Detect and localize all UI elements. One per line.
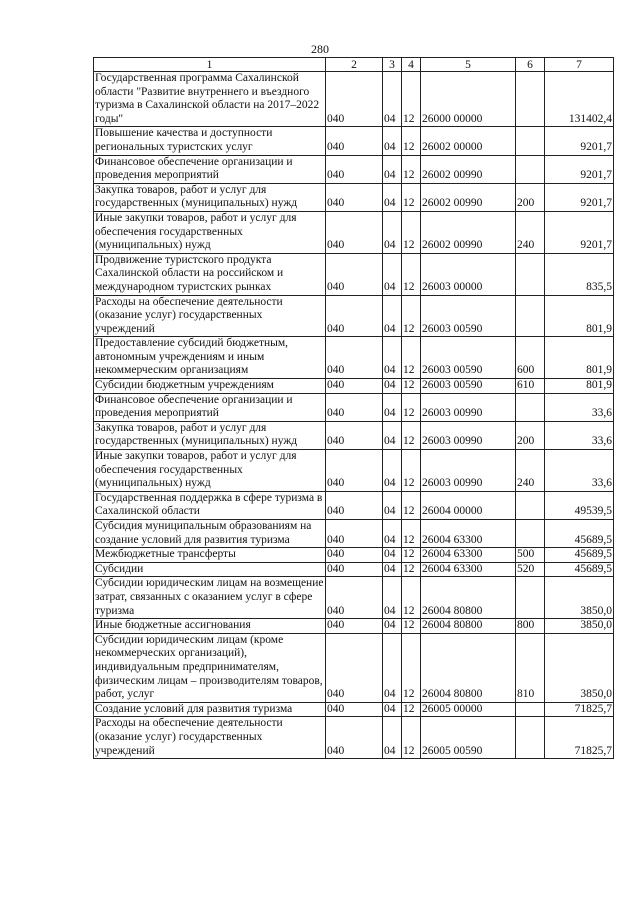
row-amount: 801,9 <box>545 379 614 394</box>
row-code: 040 <box>326 127 383 155</box>
row-code: 040 <box>326 548 383 563</box>
row-type: 600 <box>516 337 545 379</box>
table-row <box>94 577 614 619</box>
row-subsection: 12 <box>402 619 421 634</box>
row-subsection: 12 <box>402 562 421 577</box>
row-name: Финансовое обеспечение организации и проведения мероприятий <box>94 155 326 183</box>
row-section: 04 <box>383 450 402 492</box>
row-name: Расходы на обеспечение деятельности (оказание услуг) государственных учреждений <box>94 295 326 337</box>
row-subsection: 12 <box>402 295 421 337</box>
row-article: 26004 00000 <box>421 491 516 519</box>
row-name: Создание условий для развития туризма <box>94 702 326 717</box>
row-name: Иные закупки товаров, работ и услуг для обеспечения государственных (муниципальных) нужд <box>94 211 326 253</box>
column-header: 1 <box>94 58 326 72</box>
row-type <box>516 393 545 421</box>
row-article: 26005 00000 <box>421 702 516 717</box>
table-row <box>94 337 614 379</box>
row-article: 26004 63300 <box>421 562 516 577</box>
row-subsection: 12 <box>402 393 421 421</box>
row-subsection: 12 <box>402 155 421 183</box>
row-article: 26005 00590 <box>421 717 516 759</box>
row-section: 04 <box>383 183 402 211</box>
row-article: 26003 00590 <box>421 337 516 379</box>
row-section: 04 <box>383 155 402 183</box>
row-subsection: 12 <box>402 633 421 702</box>
row-amount: 9201,7 <box>545 183 614 211</box>
row-subsection: 12 <box>402 577 421 619</box>
table-row <box>94 393 614 421</box>
row-article: 26004 80800 <box>421 633 516 702</box>
row-amount: 45689,5 <box>545 520 614 548</box>
row-article: 26004 63300 <box>421 520 516 548</box>
column-header: 7 <box>545 58 614 72</box>
row-subsection: 12 <box>402 379 421 394</box>
row-article: 26003 00590 <box>421 295 516 337</box>
row-amount: 49539,5 <box>545 491 614 519</box>
table-row <box>94 717 614 759</box>
row-code: 040 <box>326 577 383 619</box>
row-amount: 33,6 <box>545 393 614 421</box>
row-type: 810 <box>516 633 545 702</box>
row-type <box>516 717 545 759</box>
row-article: 26000 00000 <box>421 72 516 127</box>
row-code: 040 <box>326 295 383 337</box>
row-type: 200 <box>516 421 545 449</box>
row-section: 04 <box>383 379 402 394</box>
row-section: 04 <box>383 633 402 702</box>
row-section: 04 <box>383 619 402 634</box>
row-name: Субсидии юридическим лицам (кроме некоммерческих организаций), индивидуальным предпринимателям, физическим лицам – производителям товаров, работ, услуг <box>94 633 326 702</box>
row-subsection: 12 <box>402 548 421 563</box>
row-code: 040 <box>326 337 383 379</box>
table-row <box>94 450 614 492</box>
row-type <box>516 72 545 127</box>
row-code: 040 <box>326 619 383 634</box>
column-header: 6 <box>516 58 545 72</box>
row-type: 800 <box>516 619 545 634</box>
row-section: 04 <box>383 717 402 759</box>
row-amount: 3850,0 <box>545 633 614 702</box>
row-amount: 9201,7 <box>545 211 614 253</box>
row-type <box>516 253 545 295</box>
row-code: 040 <box>326 702 383 717</box>
row-type <box>516 491 545 519</box>
row-section: 04 <box>383 562 402 577</box>
table-row <box>94 562 614 577</box>
row-amount: 45689,5 <box>545 562 614 577</box>
row-subsection: 12 <box>402 72 421 127</box>
row-article: 26004 80800 <box>421 577 516 619</box>
row-name: Государственная программа Сахалинской области "Развитие внутреннего и въездного туризма в Сахалинской области на 2017–2022 годы" <box>94 72 326 127</box>
column-header: 2 <box>326 58 383 72</box>
row-section: 04 <box>383 520 402 548</box>
row-subsection: 12 <box>402 421 421 449</box>
row-type: 610 <box>516 379 545 394</box>
row-article: 26004 63300 <box>421 548 516 563</box>
row-article: 26003 00990 <box>421 393 516 421</box>
column-header: 3 <box>383 58 402 72</box>
table-row <box>94 183 614 211</box>
row-code: 040 <box>326 520 383 548</box>
row-subsection: 12 <box>402 253 421 295</box>
row-section: 04 <box>383 253 402 295</box>
table-row <box>94 295 614 337</box>
row-section: 04 <box>383 421 402 449</box>
row-type <box>516 295 545 337</box>
table-row <box>94 72 614 127</box>
row-section: 04 <box>383 72 402 127</box>
row-amount: 71825,7 <box>545 717 614 759</box>
row-name: Повышение качества и доступности региональных туристских услуг <box>94 127 326 155</box>
row-code: 040 <box>326 562 383 577</box>
row-section: 04 <box>383 702 402 717</box>
row-section: 04 <box>383 577 402 619</box>
row-subsection: 12 <box>402 702 421 717</box>
row-amount: 3850,0 <box>545 577 614 619</box>
page-number: 280 <box>311 42 329 56</box>
column-header: 5 <box>421 58 516 72</box>
table-row <box>94 633 614 702</box>
row-code: 040 <box>326 421 383 449</box>
row-type <box>516 577 545 619</box>
row-section: 04 <box>383 295 402 337</box>
row-article: 26003 00590 <box>421 379 516 394</box>
row-section: 04 <box>383 127 402 155</box>
row-amount: 71825,7 <box>545 702 614 717</box>
row-section: 04 <box>383 548 402 563</box>
row-subsection: 12 <box>402 717 421 759</box>
row-section: 04 <box>383 211 402 253</box>
row-section: 04 <box>383 491 402 519</box>
row-code: 040 <box>326 491 383 519</box>
row-amount: 801,9 <box>545 337 614 379</box>
row-subsection: 12 <box>402 183 421 211</box>
row-code: 040 <box>326 393 383 421</box>
row-amount: 33,6 <box>545 450 614 492</box>
row-name: Иные бюджетные ассигнования <box>94 619 326 634</box>
table-body <box>94 58 614 759</box>
row-type <box>516 520 545 548</box>
row-name: Расходы на обеспечение деятельности (оказание услуг) государственных учреждений <box>94 717 326 759</box>
row-name: Субсидии юридическим лицам на возмещение затрат, связанных с оказанием услуг в сфере туризма <box>94 577 326 619</box>
header-row <box>94 58 614 72</box>
row-section: 04 <box>383 393 402 421</box>
row-name: Субсидии бюджетным учреждениям <box>94 379 326 394</box>
table-row <box>94 491 614 519</box>
row-subsection: 12 <box>402 337 421 379</box>
row-name: Финансовое обеспечение организации и проведения мероприятий <box>94 393 326 421</box>
row-amount: 45689,5 <box>545 548 614 563</box>
row-type: 200 <box>516 183 545 211</box>
table-row <box>94 211 614 253</box>
row-name: Закупка товаров, работ и услуг для государственных (муниципальных) нужд <box>94 421 326 449</box>
table-row <box>94 379 614 394</box>
table-row <box>94 421 614 449</box>
row-amount: 9201,7 <box>545 155 614 183</box>
row-amount: 9201,7 <box>545 127 614 155</box>
row-article: 26002 00990 <box>421 183 516 211</box>
row-article: 26002 00990 <box>421 155 516 183</box>
table-row <box>94 253 614 295</box>
table-row <box>94 548 614 563</box>
row-article: 26003 00990 <box>421 421 516 449</box>
row-type: 500 <box>516 548 545 563</box>
row-type <box>516 155 545 183</box>
row-name: Продвижение туристского продукта Сахалинской области на российском и международном туристских рынках <box>94 253 326 295</box>
row-code: 040 <box>326 155 383 183</box>
table-row <box>94 520 614 548</box>
row-type <box>516 127 545 155</box>
row-type: 520 <box>516 562 545 577</box>
row-code: 040 <box>326 717 383 759</box>
table-row <box>94 619 614 634</box>
row-type: 240 <box>516 211 545 253</box>
column-header: 4 <box>402 58 421 72</box>
table-row <box>94 702 614 717</box>
row-article: 26004 80800 <box>421 619 516 634</box>
row-subsection: 12 <box>402 491 421 519</box>
row-type: 240 <box>516 450 545 492</box>
row-name: Субсидия муниципальным образованиям на создание условий для развития туризма <box>94 520 326 548</box>
table-row <box>94 155 614 183</box>
row-section: 04 <box>383 337 402 379</box>
row-article: 26002 00990 <box>421 211 516 253</box>
row-name: Иные закупки товаров, работ и услуг для обеспечения государственных (муниципальных) нужд <box>94 450 326 492</box>
budget-table <box>93 57 614 759</box>
row-name: Предоставление субсидий бюджетным, автономным учреждениям и иным некоммерческим организациям <box>94 337 326 379</box>
row-amount: 801,9 <box>545 295 614 337</box>
row-subsection: 12 <box>402 520 421 548</box>
row-code: 040 <box>326 72 383 127</box>
row-amount: 131402,4 <box>545 72 614 127</box>
row-code: 040 <box>326 211 383 253</box>
row-code: 040 <box>326 253 383 295</box>
row-subsection: 12 <box>402 450 421 492</box>
row-article: 26003 00000 <box>421 253 516 295</box>
row-code: 040 <box>326 183 383 211</box>
row-amount: 33,6 <box>545 421 614 449</box>
row-code: 040 <box>326 450 383 492</box>
row-name: Государственная поддержка в сфере туризма в Сахалинской области <box>94 491 326 519</box>
row-amount: 3850,0 <box>545 619 614 634</box>
row-name: Субсидии <box>94 562 326 577</box>
row-name: Межбюджетные трансферты <box>94 548 326 563</box>
row-subsection: 12 <box>402 211 421 253</box>
row-name: Закупка товаров, работ и услуг для государственных (муниципальных) нужд <box>94 183 326 211</box>
row-type <box>516 702 545 717</box>
row-amount: 835,5 <box>545 253 614 295</box>
table-row <box>94 127 614 155</box>
row-article: 26003 00990 <box>421 450 516 492</box>
row-subsection: 12 <box>402 127 421 155</box>
row-article: 26002 00000 <box>421 127 516 155</box>
row-code: 040 <box>326 633 383 702</box>
row-code: 040 <box>326 379 383 394</box>
